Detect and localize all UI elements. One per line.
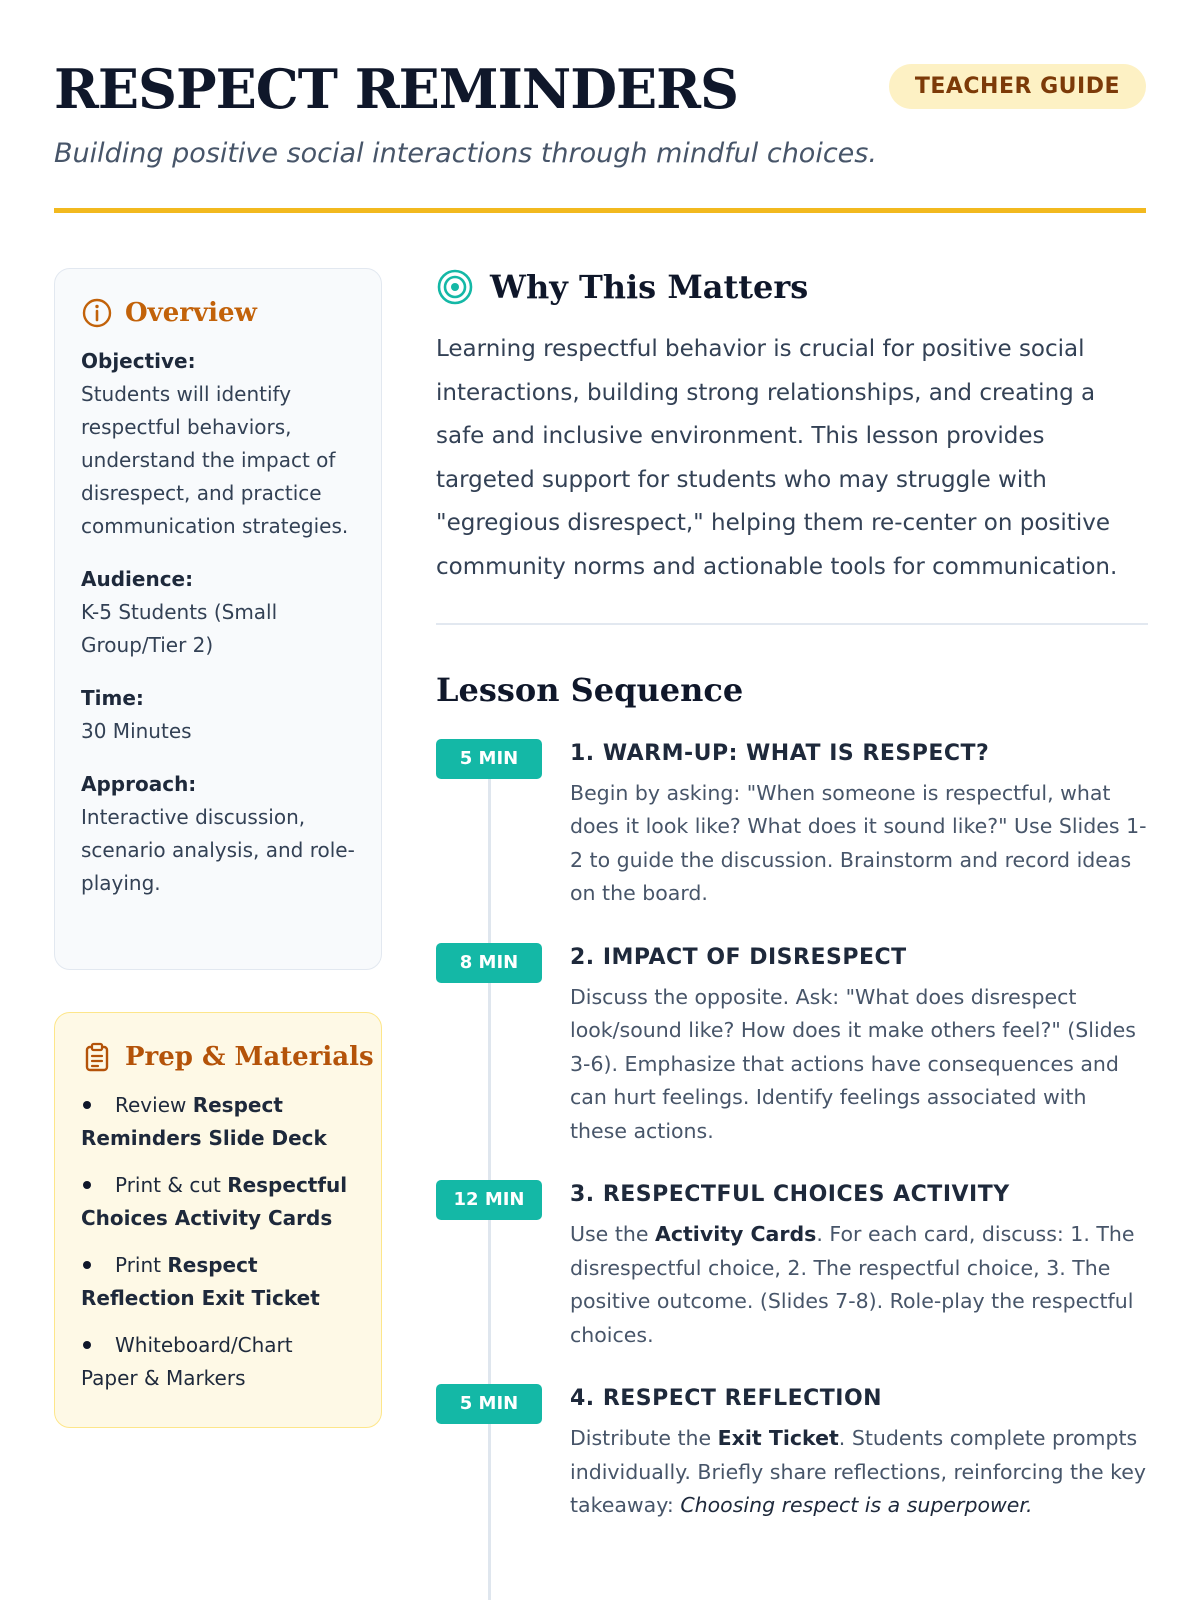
overview-header: [81, 297, 355, 329]
section-divider: [436, 623, 1148, 625]
prep-materials-card: [54, 1012, 382, 1428]
body-italic: Choosing respect is a superpower.: [680, 1493, 1033, 1517]
timeline-step: [436, 1382, 1148, 1523]
time-chip: 12 MIN: [436, 1180, 542, 1220]
item-bold: Respectful Choices Activity Cards: [81, 1173, 348, 1230]
info-circle-icon: [81, 297, 113, 329]
lesson-sequence-title: Lesson Sequence: [436, 670, 744, 709]
field-label: Approach:: [81, 772, 197, 796]
item-bold: Respect Reminders Slide Deck: [81, 1093, 327, 1150]
time-chip: 8 MIN: [436, 943, 542, 983]
item-text: Print & cut: [115, 1173, 228, 1197]
step-title: 1. WARM-UP: WHAT IS RESPECT?: [570, 740, 990, 766]
body-bold: Activity Cards: [654, 1222, 817, 1246]
materials-list: [81, 1089, 355, 1395]
step-title: 4. RESPECT REFLECTION: [570, 1386, 883, 1411]
overview-time: [81, 682, 355, 748]
prep-title: Prep & Materials: [125, 1042, 374, 1072]
why-title: Why This Matters: [490, 268, 809, 306]
item-text: Whiteboard/Chart Paper & Markers: [81, 1333, 293, 1390]
body-text: Distribute the: [570, 1426, 718, 1450]
overview-card: [54, 268, 382, 970]
list-item: [81, 1089, 355, 1155]
page-subtitle: Building positive social interactions through mindful choices.: [54, 138, 877, 169]
lesson-timeline: [436, 737, 1148, 1523]
field-label: Audience:: [81, 567, 194, 591]
overview-title: Overview: [125, 298, 257, 328]
main-content: [436, 268, 1148, 1553]
field-value: K-5 Students (Small Group/Tier 2): [81, 600, 278, 657]
field-value: Students will identify respectful behaviors, understand the impact of disrespect, and practice communication strategies.: [81, 382, 349, 538]
body-text: . For each card, discuss: 1. The disrespectful choice, 2. The respectful choice, 3. The positive outcome. (Slides 7-8). Role-play the respectful choices.: [570, 1222, 1135, 1347]
field-value: Interactive discussion, scenario analysis, and role-playing.: [81, 805, 355, 895]
step-body: [570, 1422, 1148, 1523]
field-value: 30 Minutes: [81, 719, 192, 743]
field-label: Time:: [81, 686, 144, 710]
step-title: 2. IMPACT OF DISRESPECT: [570, 944, 907, 970]
step-body: Begin by asking: "When someone is respectful, what does it look like? What does it sound like?" Use Slides 1-2 to guide the discussion. Brainstorm and record ideas on the board.: [570, 780, 1147, 905]
item-text: Review: [115, 1093, 193, 1117]
timeline-step: [436, 737, 1148, 911]
body-text: Use the: [570, 1222, 655, 1246]
target-icon: [436, 268, 474, 306]
field-label: Objective:: [81, 349, 196, 373]
step-title: 3. RESPECTFUL CHOICES ACTIVITY: [570, 1182, 1010, 1207]
body-bold: Exit Ticket: [717, 1426, 839, 1450]
timeline-step: [436, 941, 1148, 1149]
time-chip: 5 MIN: [436, 739, 542, 779]
clipboard-icon: [81, 1041, 113, 1073]
page-title: RESPECT REMINDERS: [54, 57, 739, 121]
page-header: [54, 54, 1146, 169]
why-header: [436, 268, 1148, 306]
item-text: Print: [115, 1253, 168, 1277]
body-text: . Students complete prompts individually. Briefly share reflections, reinforcing the key takeaway:: [570, 1426, 1147, 1517]
why-text: Learning respectful behavior is crucial for positive social interactions, building strong relationships, and creating a safe and inclusive environment. This lesson provides targeted support for students who may struggle with "egregious disrespect," helping them re-center on positive community norms and actionable tools for communication.: [436, 336, 1118, 580]
step-body: [570, 1218, 1148, 1352]
prep-header: [81, 1041, 374, 1073]
timeline-step: [436, 1178, 1148, 1352]
item-bold: Respect Reflection Exit Ticket: [81, 1253, 320, 1310]
overview-audience: [81, 563, 355, 662]
time-chip: 5 MIN: [436, 1384, 542, 1424]
step-body: Discuss the opposite. Ask: "What does disrespect look/sound like? How does it make others feel?" (Slides 3-6). Emphasize that actions have consequences and can hurt feelings. Identify feelings associated with these actions.: [570, 984, 1136, 1143]
header-divider: [54, 208, 1146, 213]
teacher-guide-badge: TEACHER GUIDE: [889, 64, 1146, 109]
overview-approach: [81, 768, 355, 900]
list-item: [81, 1169, 355, 1235]
overview-objective: [81, 345, 355, 543]
list-item: [81, 1249, 355, 1315]
list-item: [81, 1329, 355, 1395]
